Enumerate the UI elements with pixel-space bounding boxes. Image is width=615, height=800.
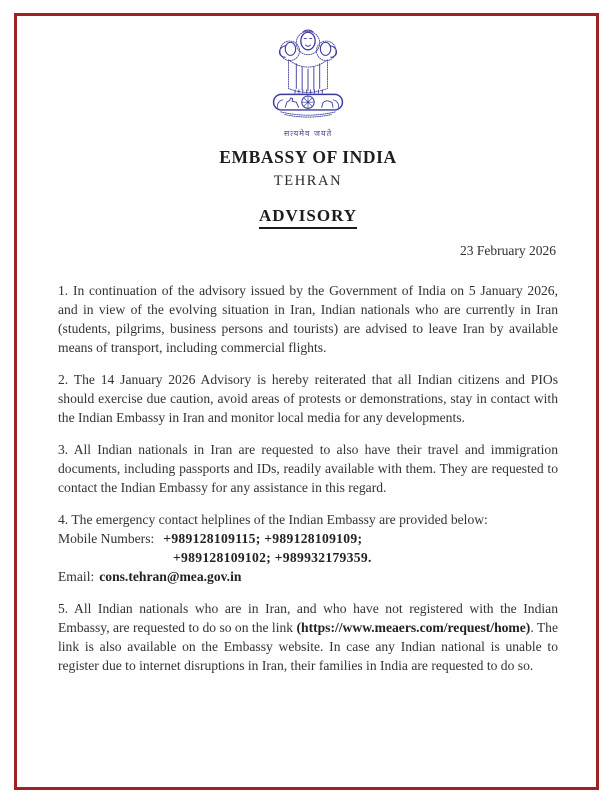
- advisory-paragraph-5: [58, 599, 558, 675]
- p4-phone-numbers-line1: +989128109115; +989128109109;: [163, 531, 363, 546]
- p5-text-before-link: 5. All Indian nationals who are in Iran, and who have not registered with the Indian Embassy, are requested to do so on the link: [58, 601, 558, 635]
- p4-mobile-label: Mobile Numbers:: [58, 531, 155, 546]
- advisory-paragraph-1: 1. In continuation of the advisory issued by the Government of India on 5 January 2026, and in view of the evolving situation in Iran, Indian nationals who are currently in Iran (students, pilgrims, business persons and tourists) are advised to leave Iran by available means of transport, including commercial flights.: [58, 283, 558, 355]
- p5-registration-link: (https://www.meaers.com/request/home): [296, 620, 531, 635]
- p4-email-label: Email:: [58, 569, 95, 584]
- embassy-city: TEHRAN: [273, 173, 343, 189]
- emblem-container: [58, 26, 558, 139]
- emblem-motto: सत्यमेव जयते: [283, 129, 333, 138]
- p4-intro: 4. The emergency contact helplines of the Indian Embassy are provided below:: [58, 512, 488, 527]
- p5-text-after-link: . The link is also available on the Embassy website. In case any Indian national is unable to register due to internet disruptions in Iran, their families in India are requested to do so.: [58, 620, 558, 673]
- embassy-title: EMBASSY OF INDIA: [219, 147, 397, 167]
- advisory-paragraph-3: 3. All Indian nationals in Iran are requested to also have their travel and immigration documents, including passports and IDs, readily available with them. They are requested to contact the Indian Embassy for any assistance in this regard.: [58, 442, 558, 495]
- document-red-frame: [14, 13, 599, 790]
- document-title: ADVISORY: [259, 206, 357, 229]
- advisory-body: [58, 281, 558, 675]
- document-date: 23 February 2026: [460, 243, 556, 258]
- advisory-paragraph-4: [58, 510, 558, 586]
- p4-email-address: cons.tehran@mea.gov.in: [99, 569, 242, 584]
- advisory-paragraph-2: 2. The 14 January 2026 Advisory is hereby reiterated that all Indian citizens and PIOs should exercise due caution, avoid areas of protests or demonstrations, stay in contact with the Indian Embassy in Iran and monitor local media for any developments.: [58, 372, 558, 425]
- document-content: [17, 16, 596, 787]
- p4-phone-numbers-line2: +989128109102; +989932179359.: [173, 550, 372, 565]
- india-state-emblem-icon: [269, 26, 347, 125]
